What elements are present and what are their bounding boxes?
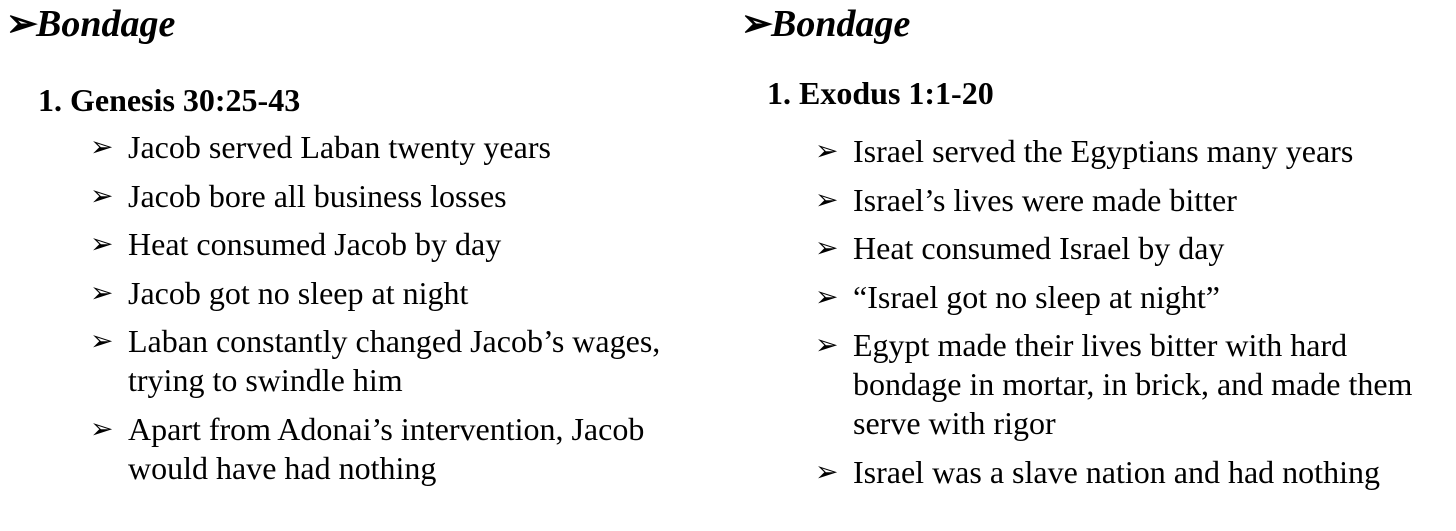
list-item [815, 326, 1455, 443]
bullet-text: “Israel got no sleep at night” [853, 278, 1220, 315]
bullet-text: Egypt made their lives bitter with hard bondage in mortar, in brick, and made them serve with rigor [853, 327, 1413, 441]
list-item [90, 274, 710, 313]
arrowhead-outline-icon: ➢ [815, 184, 839, 216]
right-heading [741, 2, 910, 46]
bullet-text: Apart from Adonai’s intervention, Jacob would have had nothing [128, 410, 645, 486]
list-item [90, 410, 710, 488]
arrowhead-outline-icon: ➢ [815, 281, 839, 313]
left-heading [6, 2, 175, 46]
arrowhead-outline-icon: ➢ [90, 180, 114, 212]
right-passage-title: 1. Exodus 1:1-20 [767, 75, 994, 111]
bullet-text: Israel served the Egyptians many years [853, 133, 1354, 169]
arrowhead-icon: ➢ [6, 3, 38, 45]
arrowhead-outline-icon: ➢ [90, 326, 114, 357]
left-bullet-list [90, 128, 710, 497]
list-item [90, 128, 710, 167]
list-item [90, 225, 710, 264]
bullet-text: Jacob served Laban twenty years [128, 129, 551, 165]
bullet-text: Heat consumed Jacob by day [128, 226, 502, 262]
arrowhead-outline-icon: ➢ [815, 233, 839, 264]
bullet-text: Israel was a slave nation and had nothing [853, 453, 1380, 490]
list-item [90, 322, 710, 400]
arrowhead-outline-icon: ➢ [815, 330, 839, 361]
list-item [815, 132, 1455, 171]
arrowhead-outline-icon: ➢ [815, 136, 839, 167]
bullet-text: Laban constantly changed Jacob’s wages, trying to swindle him [128, 323, 661, 398]
arrowhead-outline-icon: ➢ [90, 229, 114, 260]
arrowhead-outline-icon: ➢ [90, 132, 114, 163]
list-item [815, 181, 1455, 220]
list-item [815, 453, 1455, 492]
right-bullet-list [815, 132, 1455, 501]
bullet-text: Israel’s lives were made bitter [853, 181, 1237, 218]
arrowhead-outline-icon: ➢ [90, 277, 114, 309]
list-item [815, 229, 1455, 268]
bullet-text: Heat consumed Israel by day [853, 230, 1225, 266]
list-item [90, 177, 710, 216]
left-heading-text: Bondage [36, 3, 176, 45]
arrowhead-icon: ➢ [741, 3, 773, 45]
arrowhead-outline-icon: ➢ [815, 456, 839, 488]
bullet-text: Jacob got no sleep at night [128, 274, 469, 311]
bullet-text: Jacob bore all business losses [128, 177, 507, 214]
left-passage-title: 1. Genesis 30:25-43 [38, 82, 301, 118]
list-item [815, 278, 1455, 317]
arrowhead-outline-icon: ➢ [90, 413, 114, 445]
right-heading-text: Bondage [771, 3, 911, 45]
